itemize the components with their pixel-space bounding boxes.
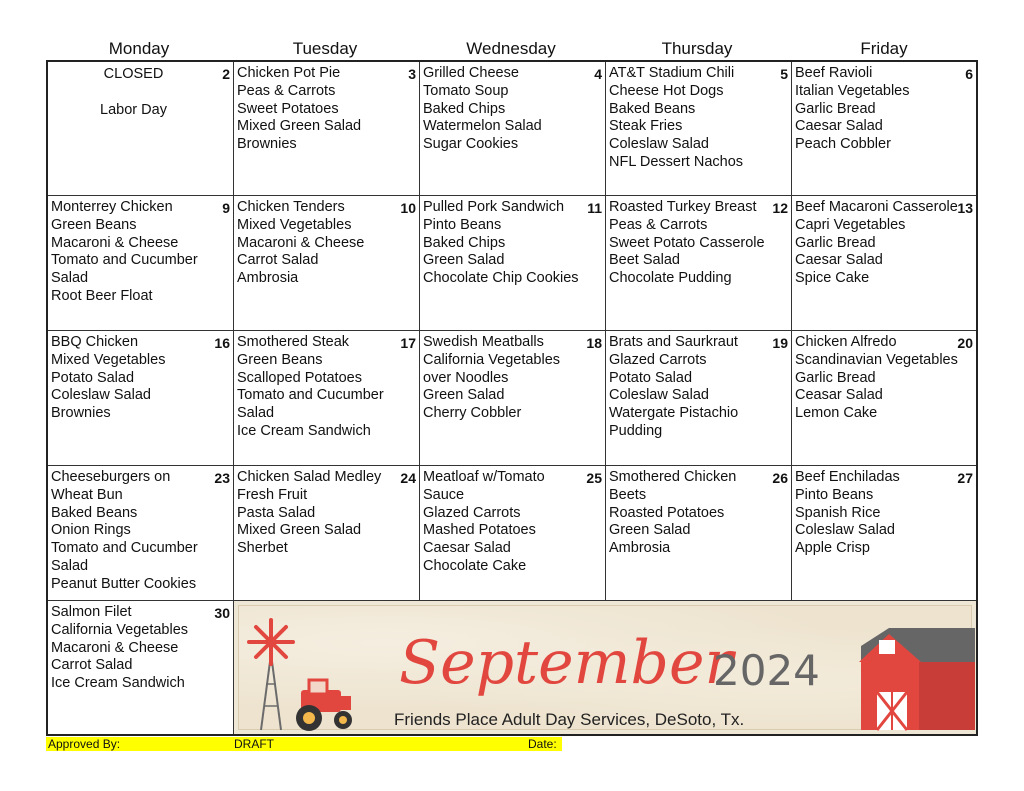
date-label: Date: (528, 737, 557, 751)
day-number: 20 (957, 335, 973, 351)
day-number: 18 (586, 335, 602, 351)
menu-item: Cheese Hot Dogs (609, 82, 724, 99)
menu-item: BBQ Chicken (51, 334, 139, 350)
menu-item: Chicken Tenders (237, 199, 345, 215)
menu-list (423, 65, 602, 154)
banner-month: September (399, 628, 734, 698)
menu-item: Baked Beans (609, 100, 696, 117)
day-number: 11 (587, 200, 602, 216)
menu-item: Grilled Cheese (423, 65, 519, 81)
barn-icon (859, 628, 975, 730)
closed-notice (51, 65, 230, 119)
menu-item: Fresh Fruit (237, 486, 308, 503)
menu-item: Garlic Bread (795, 369, 876, 386)
menu-list (237, 334, 416, 441)
menu-item: Caesar Salad (795, 118, 883, 135)
menu-item: Brats and Saurkraut (609, 334, 738, 350)
menu-item: Chocolate Cake (423, 557, 527, 574)
menu-item: Ambrosia (237, 270, 299, 287)
menu-list (51, 334, 230, 423)
menu-item: Chicken Alfredo (795, 334, 897, 350)
weekday-wednesday: Wednesday (466, 39, 556, 58)
day-cell (234, 196, 420, 331)
day-cell (792, 196, 976, 331)
menu-list (237, 199, 416, 288)
day-cell (792, 466, 976, 601)
day-number: 5 (780, 66, 788, 82)
menu-item: California Vegetables (423, 351, 561, 368)
menu-item: Onion Rings (51, 522, 131, 539)
day-number: 13 (957, 200, 973, 216)
day-number: 3 (408, 66, 416, 82)
menu-item: Tomato Soup (423, 82, 509, 99)
menu-list (423, 334, 602, 423)
day-cell (48, 601, 234, 734)
menu-list (795, 334, 973, 423)
day-number: 27 (957, 470, 973, 486)
menu-item: AT&T Stadium Chili (609, 65, 735, 81)
menu-item: Chicken Pot Pie (237, 65, 341, 81)
menu-item: Sherbet (237, 540, 288, 557)
menu-item: Coleslaw Salad (609, 387, 709, 404)
banner-subtitle: Friends Place Adult Day Services, DeSoto, Tx. (394, 710, 745, 729)
menu-item: Baked Beans (51, 504, 138, 521)
day-number: 25 (586, 470, 602, 486)
menu-item: Coleslaw Salad (51, 387, 151, 404)
day-cell (48, 331, 234, 466)
menu-list (51, 604, 230, 693)
menu-item: Salmon Filet (51, 604, 132, 620)
menu-item: Smothered Chicken (609, 469, 737, 485)
menu-item: Green Salad (423, 252, 505, 269)
menu-item: Caesar Salad (795, 252, 883, 269)
menu-list (609, 334, 788, 441)
menu-item: Roasted Turkey Breast (609, 199, 757, 215)
menu-list (795, 199, 973, 288)
menu-item: Garlic Bread (795, 100, 876, 117)
menu-item: Swedish Meatballs (423, 334, 544, 350)
day-cell (48, 466, 234, 601)
menu-list (609, 199, 788, 288)
menu-item: Steak Fries (609, 118, 683, 135)
menu-list (609, 65, 788, 172)
menu-item: Scandinavian Vegetables (795, 351, 958, 368)
menu-item: Monterrey Chicken (51, 199, 173, 215)
menu-item: Mashed Potatoes (423, 522, 536, 539)
day-number: 23 (214, 470, 230, 486)
menu-item: Pinto Beans (795, 486, 874, 503)
day-number: 17 (400, 335, 416, 351)
menu-item: Peas & Carrots (609, 216, 708, 233)
day-number: 24 (400, 470, 416, 486)
menu-item: Ice Cream Sandwich (51, 675, 185, 692)
menu-item: Spice Cake (795, 270, 870, 287)
menu-item: Tomato and Cucumber Salad (51, 252, 198, 287)
menu-item: Scalloped Potatoes (237, 369, 362, 386)
weekday-thursday: Thursday (661, 39, 733, 58)
menu-item: Capri Vegetables (795, 216, 906, 233)
approval-footer (46, 737, 562, 751)
menu-item: Potato Salad (609, 369, 693, 386)
menu-item: Spanish Rice (795, 504, 881, 521)
day-cell (606, 62, 792, 196)
menu-list (423, 469, 602, 576)
menu-item: Pasta Salad (237, 504, 316, 521)
day-cell (48, 62, 234, 196)
menu-item: Green Salad (423, 387, 505, 404)
menu-item: Beef Macaroni Casserole (795, 199, 958, 215)
menu-item: Mixed Green Salad (237, 118, 362, 135)
day-cell (234, 331, 420, 466)
menu-list (237, 469, 416, 558)
menu-item: Apple Crisp (795, 540, 870, 557)
menu-item: Brownies (51, 405, 111, 422)
weekday-friday: Friday (860, 39, 908, 58)
day-number: 19 (772, 335, 788, 351)
day-cell (234, 466, 420, 601)
menu-item: Sweet Potato Casserole (609, 234, 765, 251)
menu-item: Chicken Salad Medley (237, 469, 382, 485)
menu-item: Beet Salad (609, 252, 680, 269)
menu-item: Potato Salad (51, 369, 135, 386)
menu-item: Cherry Cobbler (423, 405, 522, 422)
menu-item: Roasted Potatoes (609, 504, 725, 521)
menu-list (795, 469, 973, 558)
menu-item: Brownies (237, 136, 297, 153)
menu-item: Ceasar Salad (795, 387, 883, 404)
banner-panel (238, 605, 972, 730)
month-banner (234, 601, 976, 734)
day-cell (792, 62, 976, 196)
menu-item: Green Beans (237, 351, 323, 368)
menu-item: Coleslaw Salad (795, 522, 895, 539)
day-number: 16 (214, 335, 230, 351)
menu-item: Macaroni & Cheese (51, 234, 179, 251)
menu-item: Meatloaf w/Tomato Sauce (423, 469, 545, 503)
menu-item: Peanut Butter Cookies (51, 575, 197, 592)
menu-item: Watergate Pistachio Pudding (609, 405, 739, 439)
menu-item: Italian Vegetables (795, 82, 910, 99)
menu-item: Chocolate Chip Cookies (423, 270, 579, 287)
day-number: 10 (400, 200, 416, 216)
day-cell (48, 196, 234, 331)
day-number: 12 (772, 200, 788, 216)
weekday-header (46, 38, 978, 60)
approved-by-label: Approved By: (48, 737, 121, 751)
menu-item: Watermelon Salad (423, 118, 542, 135)
menu-list (609, 469, 788, 558)
day-cell (234, 62, 420, 196)
menu-item: California Vegetables (51, 621, 189, 638)
menu-item: Tomato and Cucumber Salad (51, 540, 198, 574)
menu-item: Chocolate Pudding (609, 270, 732, 287)
menu-item: Root Beer Float (51, 287, 153, 304)
menu-item: Beef Ravioli (795, 65, 873, 81)
day-cell (420, 62, 606, 196)
menu-list (795, 65, 973, 154)
menu-item: Mixed Green Salad (237, 522, 362, 539)
day-number: 26 (772, 470, 788, 486)
menu-item: Cheeseburgers on Wheat Bun (51, 469, 171, 503)
menu-item: Lemon Cake (795, 405, 878, 422)
day-cell (420, 331, 606, 466)
menu-item: Caesar Salad (423, 540, 511, 557)
menu-item: Beets (609, 486, 647, 503)
menu-list (51, 199, 230, 306)
menu-item: Sugar Cookies (423, 136, 519, 153)
menu-item: Green Salad (609, 522, 691, 539)
menu-item: Mixed Vegetables (51, 351, 166, 368)
draft-label: DRAFT (234, 737, 274, 751)
menu-item: Carrot Salad (237, 252, 319, 269)
menu-item: Garlic Bread (795, 234, 876, 251)
day-cell (606, 466, 792, 601)
day-number: 30 (214, 605, 230, 621)
menu-item: Macaroni & Cheese (237, 234, 365, 251)
menu-item: NFL Dessert Nachos (609, 153, 744, 170)
menu-item: over Noodles (423, 369, 509, 386)
menu-list (423, 199, 602, 288)
menu-item: Coleslaw Salad (609, 136, 709, 153)
menu-item: Peach Cobbler (795, 136, 891, 153)
day-cell (420, 196, 606, 331)
day-number: 9 (222, 200, 230, 216)
weekday-monday: Monday (108, 39, 170, 58)
tractor-icon (296, 680, 352, 731)
day-cell (420, 466, 606, 601)
weekday-tuesday: Tuesday (292, 39, 358, 58)
closed-label: CLOSED (103, 66, 164, 82)
day-number: 2 (222, 66, 230, 82)
day-number: 4 (594, 66, 602, 82)
menu-item: Peas & Carrots (237, 82, 336, 99)
menu-item: Carrot Salad (51, 657, 133, 674)
menu-item: Beef Enchiladas (795, 469, 900, 485)
day-cell (606, 196, 792, 331)
menu-calendar-grid (46, 60, 978, 736)
menu-item: Glazed Carrots (609, 351, 707, 368)
menu-item: Glazed Carrots (423, 504, 521, 521)
holiday-label: Labor Day (100, 102, 167, 118)
menu-item: Smothered Steak (237, 334, 350, 350)
menu-item: Macaroni & Cheese (51, 639, 179, 656)
menu-item: Green Beans (51, 216, 137, 233)
day-number: 6 (965, 66, 973, 82)
windmill-icon (249, 620, 293, 730)
menu-item: Mixed Vegetables (237, 216, 352, 233)
menu-item: Ice Cream Sandwich (237, 422, 371, 439)
menu-item: Sweet Potatoes (237, 100, 339, 117)
menu-list (51, 469, 230, 594)
menu-item: Ambrosia (609, 540, 671, 557)
menu-item: Baked Chips (423, 100, 506, 117)
menu-item: Baked Chips (423, 234, 506, 251)
menu-item: Pulled Pork Sandwich (423, 199, 565, 215)
menu-item: Pinto Beans (423, 216, 502, 233)
menu-item: Tomato and Cucumber Salad (237, 387, 384, 422)
day-cell (606, 331, 792, 466)
menu-list (237, 65, 416, 154)
day-cell (792, 331, 976, 466)
banner-year: 2024 (713, 646, 820, 695)
